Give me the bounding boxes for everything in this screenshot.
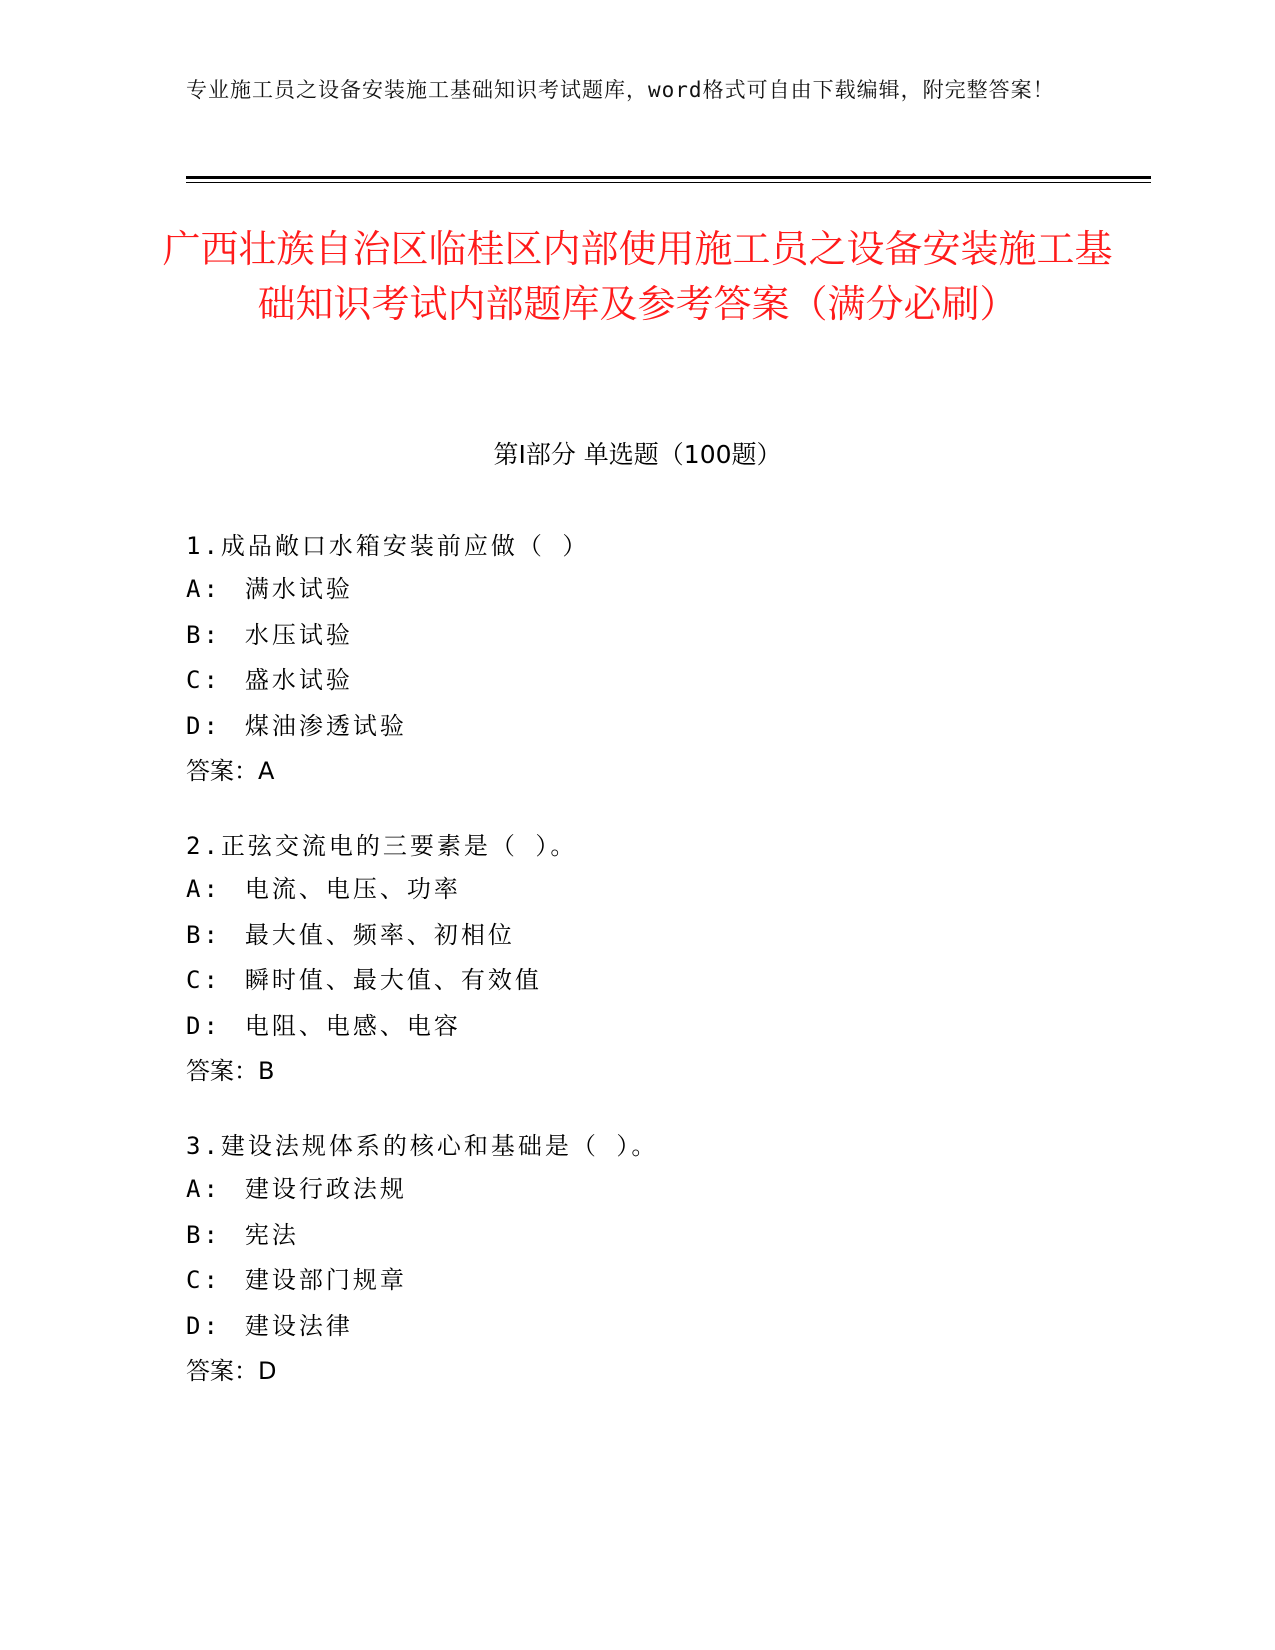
answer-line bbox=[186, 749, 1146, 794]
header-note: 专业施工员之设备安装施工基础知识考试题库，word格式可自由下载编辑，附完整答案！ bbox=[186, 78, 1055, 102]
option-key: D: bbox=[186, 1311, 221, 1340]
option-text: 满水试验 bbox=[244, 575, 353, 603]
answer-value: D bbox=[258, 1357, 277, 1385]
option-key: C: bbox=[186, 966, 221, 994]
answer-label: 答案： bbox=[186, 1057, 258, 1085]
question-3 bbox=[186, 1126, 1146, 1394]
option-key: B: bbox=[186, 620, 221, 649]
option-text: 建设行政法规 bbox=[244, 1175, 407, 1203]
option-key: D: bbox=[186, 711, 221, 740]
question-2 bbox=[186, 826, 1146, 1094]
option-d bbox=[186, 704, 1146, 750]
option-a bbox=[186, 567, 1146, 613]
answer-label: 答案： bbox=[186, 1357, 258, 1385]
option-text: 电流、电压、功率 bbox=[244, 875, 461, 903]
option-key: A: bbox=[186, 575, 221, 603]
option-key: A: bbox=[186, 1175, 221, 1203]
header-divider-thin bbox=[186, 182, 1151, 183]
question-stem: 3.建设法规体系的核心和基础是（ ）。 bbox=[186, 1132, 659, 1160]
option-text: 瞬时值、最大值、有效值 bbox=[244, 966, 542, 994]
answer-label: 答案： bbox=[186, 757, 258, 785]
answer-value: A bbox=[258, 757, 275, 785]
option-b bbox=[186, 913, 1146, 959]
option-key: B: bbox=[186, 1220, 221, 1249]
question-list bbox=[186, 526, 1146, 1426]
option-text: 建设部门规章 bbox=[244, 1266, 407, 1294]
answer-value: B bbox=[258, 1057, 275, 1085]
option-d bbox=[186, 1304, 1146, 1350]
option-text: 煤油渗透试验 bbox=[244, 711, 407, 740]
option-c bbox=[186, 1258, 1146, 1304]
answer-line bbox=[186, 1349, 1146, 1394]
option-key: B: bbox=[186, 920, 221, 949]
option-text: 最大值、频率、初相位 bbox=[244, 920, 515, 949]
section-title: 第Ⅰ部分 单选题（100题） bbox=[493, 440, 782, 469]
option-key: C: bbox=[186, 666, 221, 694]
header-divider-thick bbox=[186, 176, 1151, 179]
document-title: 广西壮族自治区临桂区内部使用施工员之设备安装施工基础知识考试内部题库及参考答案（满分必刷） bbox=[162, 227, 1113, 326]
option-b bbox=[186, 613, 1146, 659]
option-key: C: bbox=[186, 1266, 221, 1294]
option-text: 建设法律 bbox=[244, 1311, 353, 1340]
option-c bbox=[186, 658, 1146, 704]
question-1 bbox=[186, 526, 1146, 794]
option-text: 电阻、电感、电容 bbox=[244, 1011, 461, 1040]
option-text: 水压试验 bbox=[244, 620, 353, 649]
option-text: 盛水试验 bbox=[244, 666, 353, 694]
option-key: A: bbox=[186, 875, 221, 903]
option-a bbox=[186, 1167, 1146, 1213]
option-c bbox=[186, 958, 1146, 1004]
option-key: D: bbox=[186, 1011, 221, 1040]
option-text: 宪法 bbox=[244, 1220, 299, 1249]
question-stem: 1.成品敞口水箱安装前应做（ ） bbox=[186, 532, 590, 560]
option-b bbox=[186, 1213, 1146, 1259]
option-a bbox=[186, 867, 1146, 913]
answer-line bbox=[186, 1049, 1146, 1094]
option-d bbox=[186, 1004, 1146, 1050]
question-stem: 2.正弦交流电的三要素是（ ）。 bbox=[186, 832, 578, 860]
